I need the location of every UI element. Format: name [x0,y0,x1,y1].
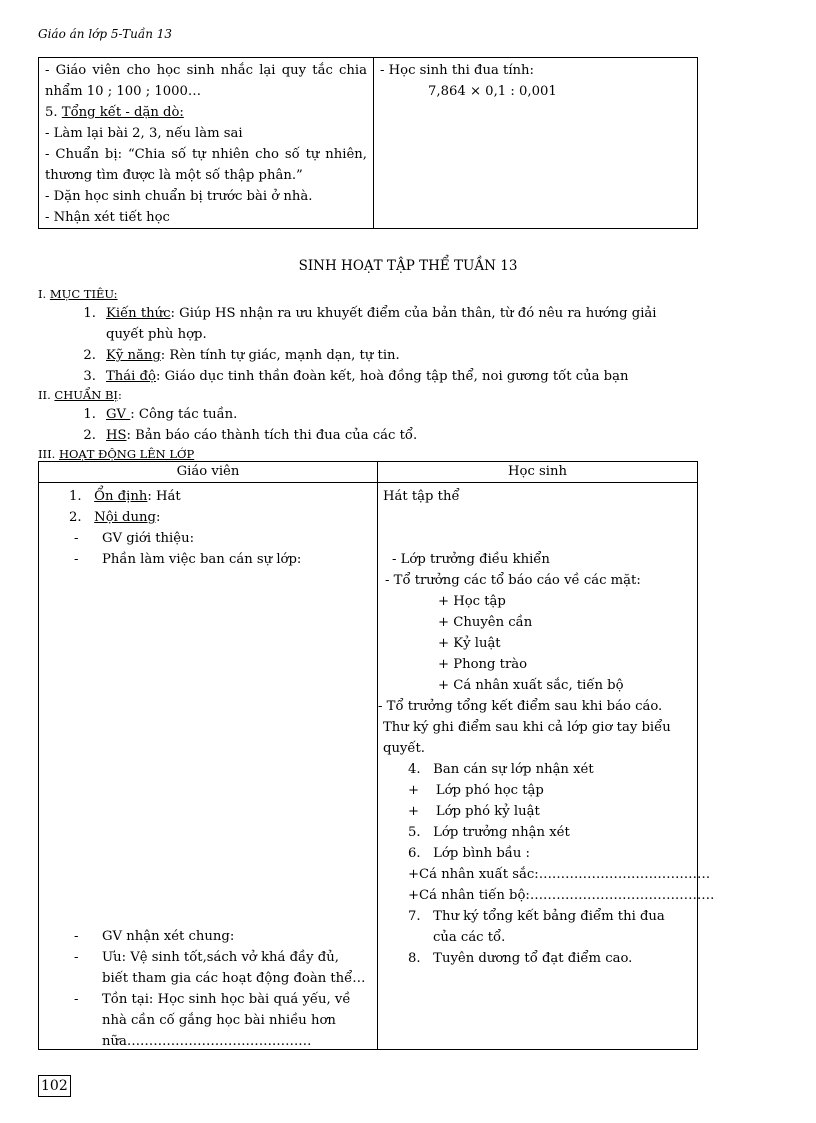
section-3-heading: III. HOẠT ĐỘNG LÊN LỚP [38,447,195,461]
top-left-line: - Giáo viên cho học sinh nhắc lại quy tắc chia nhẩm 10 ; 100 ; 1000… [45,63,367,99]
section-1-item: 1. Kiến thức: Giúp HS nhận ra ưu khuyết điểm của bản thân, từ đó nêu ra hướng giải [83,306,657,321]
teacher-dash-item-cont: nhà cần cố gắng học bài nhiều hơn [102,1013,336,1028]
student-numbered-line: 8. Tuyên dương tổ đạt điểm cao. [408,951,633,966]
student-line: quyết. [383,741,425,756]
top-left-line: - Nhận xét tiết học [45,210,170,225]
student-line-cont: của các tổ. [433,930,506,945]
teacher-dash-item: - GV giới thiệu: [74,531,195,546]
page-number: 102 [38,1075,71,1097]
student-plus-line: + Lớp phó kỷ luật [408,804,540,819]
student-line: + Kỷ luật [438,636,501,651]
student-numbered-line: 6. Lớp bình bầu : [408,846,530,861]
section-2-item: 1. GV : Công tác tuần. [83,407,238,422]
top-table-left-cell [39,58,374,229]
teacher-dash-item: - GV nhận xét chung: [74,929,235,944]
section-2-item: 2. HS: Bản báo cáo thành tích thi đua của các tổ. [83,428,418,443]
student-line: - Tổ trưởng các tổ báo cáo về các mặt: [385,573,641,588]
top-table-right-cell [374,58,698,229]
student-line: Thư ký ghi điểm sau khi cả lớp giơ tay biểu [383,720,671,735]
student-line: - Tổ trưởng tổng kết điểm sau khi báo cáo. [378,699,663,714]
top-right-line: - Học sinh thi đua tính: [380,63,534,78]
student-line: + Cá nhân xuất sắc, tiến bộ [438,678,624,693]
student-line: + Học tập [438,594,506,609]
section-1-item-cont: quyết phù hợp. [106,327,207,342]
activities-table [38,461,715,1050]
teacher-dash-item: - Tồn tại: Học sinh học bài quá yếu, về [74,992,351,1007]
top-left-line: - Chuẩn bị: “Chia số tự nhiên cho số tự nhiên, thương tìm được là một số thập phân.” [45,147,367,183]
student-line: + Chuyên cần [438,615,533,630]
section-1-heading: I. MỤC TIÊU: [38,287,118,301]
student-numbered-line: 5. Lớp trưởng nhận xét [408,825,570,840]
column-header-teacher: Giáo viên [39,462,378,483]
student-numbered-line: 4. Ban cán sự lớp nhận xét [408,762,594,777]
student-line: +Cá nhân xuất sắc:………………………………… [408,867,711,882]
top-right-expression: 7,864 × 0,1 : 0,001 [428,84,557,99]
teacher-cell [39,483,378,1050]
top-table [38,57,698,229]
top-left-line: - Dặn học sinh chuẩn bị trước bài ở nhà. [45,189,313,204]
page-title: SINH HOẠT TẬP THỂ TUẦN 13 [298,258,518,274]
teacher-item: 2. Nội dung: [69,510,161,525]
student-line: Hát tập thể [383,489,460,504]
student-cell [378,483,715,1050]
student-line: - Lớp trưởng điều khiển [392,552,550,567]
teacher-dash-item-cont: biết tham gia các hoạt động đoàn thể… [102,971,366,986]
summary-heading: 5. Tổng kết - dặn dò: [45,105,184,120]
page-header: Giáo án lớp 5-Tuần 13 [38,27,173,41]
column-header-student: Học sinh [378,462,698,483]
teacher-dash-item: - Phần làm việc ban cán sự lớp: [74,552,302,567]
top-left-line: - Làm lại bài 2, 3, nếu làm sai [45,126,243,141]
section-1-item: 2. Kỹ năng: Rèn tính tự giác, mạnh dạn, tự tin. [83,348,400,363]
student-line: +Cá nhân tiến bộ:…………………………………… [408,888,715,903]
student-numbered-line: 7. Thư ký tổng kết bảng điểm thi đua [408,909,665,924]
teacher-dash-item-cont: nữa…………………………………… [102,1034,312,1049]
teacher-item: 1. Ổn định: Hát [69,489,181,504]
student-line: + Phong trào [438,657,528,672]
student-plus-line: + Lớp phó học tập [408,783,544,798]
section-1-item: 3. Thái độ: Giáo dục tinh thần đoàn kết, hoà đồng tập thể, noi gương tốt của bạn [83,369,629,384]
teacher-dash-item: - Ưu: Vệ sinh tốt,sách vở khá đầy đủ, [74,950,339,965]
section-2-heading: II. CHUẨN BỊ: [38,388,122,402]
